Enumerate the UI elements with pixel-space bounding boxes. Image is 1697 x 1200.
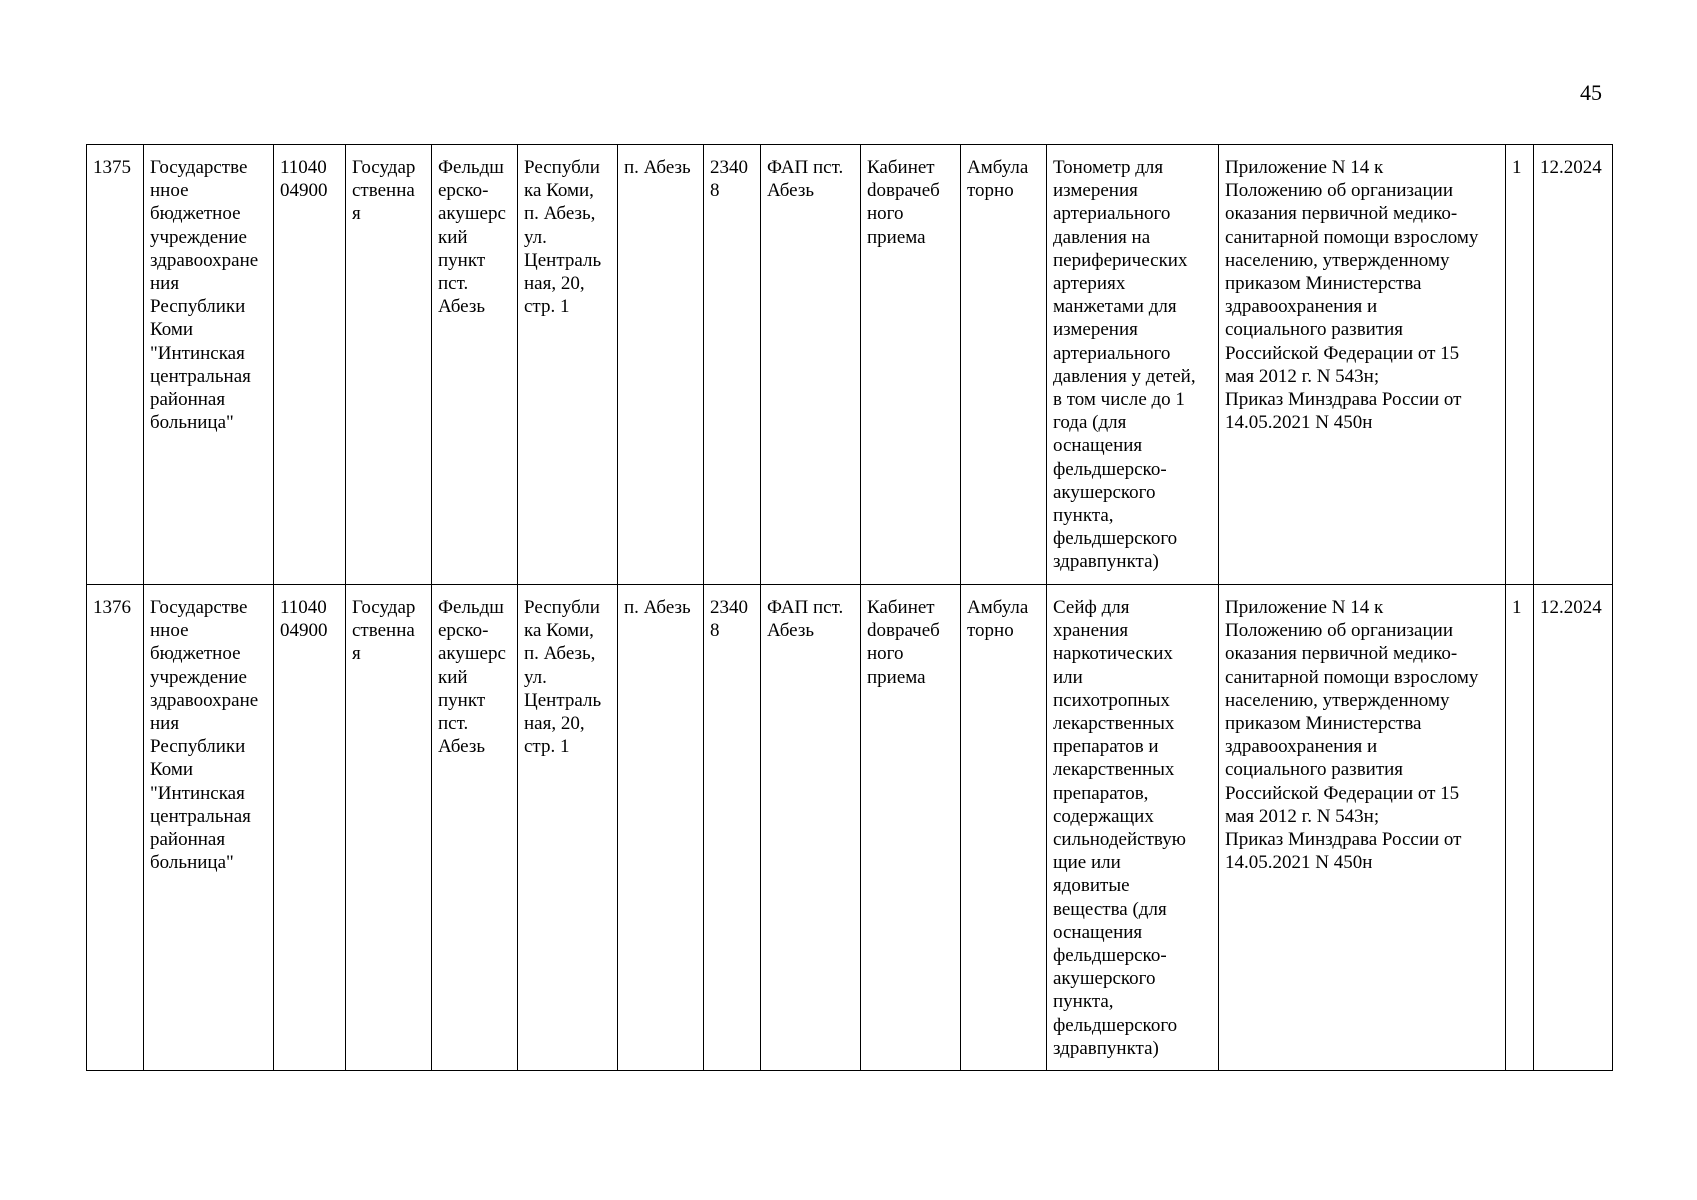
- cell-unit: ФАП пст. Абезь: [761, 585, 861, 1071]
- cell-address: Республи ка Коми, п. Абезь, ул. Централь ная, 20, стр. 1: [518, 585, 618, 1071]
- cell-code: 11040 04900: [274, 145, 346, 585]
- cell-settlement-code: 2340 8: [704, 585, 761, 1071]
- cell-ownership: Государ ственна я: [346, 585, 432, 1071]
- cell-care-type: Амбула торно: [961, 585, 1047, 1071]
- cell-number: 1375: [87, 145, 144, 585]
- table-row: [87, 145, 1613, 585]
- cell-code: 11040 04900: [274, 585, 346, 1071]
- cell-regulation: Приложение N 14 к Положению об организации оказания первичной медико- санитарной помощи взрослому населению, утвержденному приказом Министерства здравоохранения и социального развития Российской Федерации от 15 мая 2012 г. N 543н; Приказ Минздрава России от 14.05.2021 N 450н: [1219, 145, 1506, 585]
- cell-quantity: 1: [1506, 585, 1534, 1071]
- cell-settlement: п. Абезь: [618, 585, 704, 1071]
- cell-address: Республи ка Коми, п. Абезь, ул. Централь ная, 20, стр. 1: [518, 145, 618, 585]
- cell-facility-type: Фельдш ерско- акушерс кий пункт пст. Абезь: [432, 585, 518, 1071]
- cell-settlement-code: 2340 8: [704, 145, 761, 585]
- cell-date: 12.2024: [1534, 145, 1613, 585]
- cell-equipment: Сейф для хранения наркотических или психотропных лекарственных препаратов и лекарственных препаратов, содержащих сильнодействую щие или ядовитые вещества (для оснащения фельдшерско- акушерского пункта, фельдшерского здравпункта): [1047, 585, 1219, 1071]
- cell-cabinet: Кабинет doврачеб ного приема: [861, 585, 961, 1071]
- cell-settlement: п. Абезь: [618, 145, 704, 585]
- page-number: 45: [1580, 80, 1602, 105]
- equipment-registry-table: [86, 144, 1613, 1071]
- cell-equipment: Тонометр для измерения артериального давления на периферических артериях манжетами для измерения артериального давления у детей, в том числе до 1 года (для оснащения фельдшерско- акушерского пункта, фельдшерского здравпункта): [1047, 145, 1219, 585]
- cell-organization: Государстве нное бюджетное учреждение здравоохране ния Республики Коми "Интинская центральная районная больница": [144, 145, 274, 585]
- cell-care-type: Амбула торно: [961, 145, 1047, 585]
- cell-unit: ФАП пст. Абезь: [761, 145, 861, 585]
- cell-cabinet: Кабинет doврачеб ного приема: [861, 145, 961, 585]
- cell-regulation: Приложение N 14 к Положению об организации оказания первичной медико- санитарной помощи взрослому населению, утвержденному приказом Министерства здравоохранения и социального развития Российской Федерации от 15 мая 2012 г. N 543н; Приказ Минздрава России от 14.05.2021 N 450н: [1219, 585, 1506, 1071]
- cell-date: 12.2024: [1534, 585, 1613, 1071]
- cell-organization: Государстве нное бюджетное учреждение здравоохране ния Республики Коми "Интинская центральная районная больница": [144, 585, 274, 1071]
- cell-number: 1376: [87, 585, 144, 1071]
- cell-ownership: Государ ственна я: [346, 145, 432, 585]
- cell-facility-type: Фельдш ерско- акушерс кий пункт пст. Абезь: [432, 145, 518, 585]
- table-row: [87, 585, 1613, 1071]
- cell-quantity: 1: [1506, 145, 1534, 585]
